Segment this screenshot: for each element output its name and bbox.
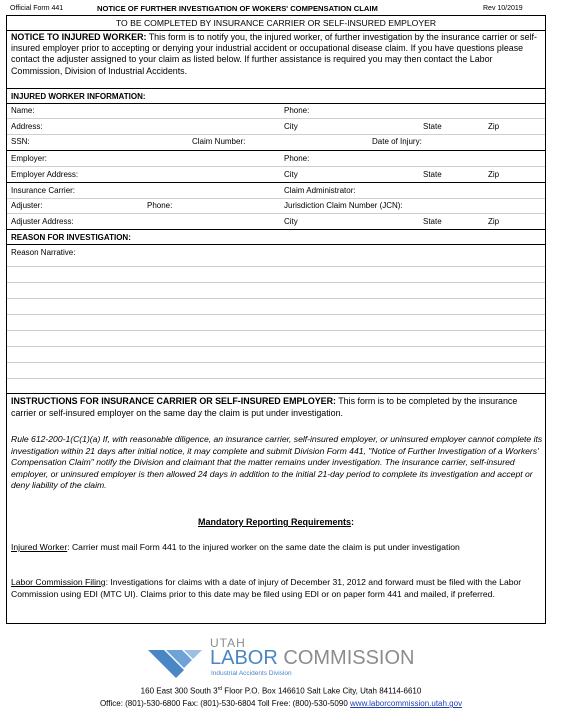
adjuster-city-field[interactable]: City [284,217,298,226]
labor-commission-logo [148,636,415,684]
logo-name [210,647,414,670]
filing-requirement [11,577,543,600]
injured-worker-requirement [11,542,543,554]
adjuster-zip-field[interactable]: Zip [488,217,500,226]
worker-city-field[interactable]: City [284,122,298,131]
footer-contact [0,699,562,708]
logo-name-light: COMMISSION [277,647,415,669]
adjuster-address-field[interactable]: Adjuster Address: [11,217,74,226]
notice-to-injured-worker [11,32,543,77]
filing-label: Labor Commission Filing [11,577,106,587]
worker-section-heading: INJURED WORKER INFORMATION: [11,92,146,101]
employer-field[interactable]: Employer: [11,154,48,163]
employer-zip-field[interactable]: Zip [488,170,500,179]
form-box [6,15,546,394]
reason-narrative-label: Reason Narrative: [11,248,76,257]
injured-worker-label: Injured Worker [11,542,68,552]
notice-heading: NOTICE TO INJURED WORKER: [11,32,147,42]
employer-phone-field[interactable]: Phone: [284,154,310,163]
employer-city-field[interactable]: City [284,170,298,179]
injured-worker-text: : Carrier must mail Form 441 to the injured worker on the same date the claim is put under investigation [67,542,460,552]
footer-website-link[interactable]: www.laborcommission.utah.gov [350,699,463,708]
claim-number-field[interactable]: Claim Number: [192,137,246,146]
adjuster-field[interactable]: Adjuster: [11,201,43,210]
jcn-field[interactable]: Jurisdiction Claim Number (JCN): [284,201,403,210]
mountain-logo-icon [148,640,206,680]
instructions-heading: INSTRUCTIONS FOR INSURANCE CARRIER OR SELF-INSURED EMPLOYER: [11,396,336,406]
worker-address-field[interactable]: Address: [11,122,43,131]
reason-section-heading: REASON FOR INVESTIGATION: [11,233,131,242]
form-number: Official Form 441 [10,5,64,12]
mandatory-requirements-heading [7,517,545,527]
form-title: NOTICE OF FURTHER INVESTIGATION OF WOKERS' COMPENSATION CLAIM [97,4,378,13]
footer-address-sup: rd [217,686,223,692]
worker-zip-field[interactable]: Zip [488,122,500,131]
logo-division: Industrial Accidents Division [211,670,292,677]
worker-state-field[interactable]: State [423,122,442,131]
insurance-carrier-field[interactable]: Insurance Carrier: [11,186,76,195]
footer-address-pre: 160 East 300 South 3 [140,686,218,696]
claim-administrator-field[interactable]: Claim Administrator: [284,186,356,195]
instructions-intro-text: This form is to be completed by the insurance carrier or self-insured employer on the same day the claim is put under investigation. [11,396,518,418]
instructions-box [6,393,546,624]
form-revision: Rev 10/2019 [483,5,523,12]
worker-phone-field[interactable]: Phone: [284,106,310,115]
instructions-intro [11,396,543,419]
reason-narrative-area[interactable] [7,245,545,391]
filing-text: : Investigations for claims with a date of injury of December 31, 2012 and forward must be filed with the Labor Commission using EDI (MTC UI). Claims prior to this date may be filed using EDI or on paper form 441 and mailed, if preferred. [11,577,522,599]
mandatory-heading-colon: : [351,517,355,527]
employer-address-field[interactable]: Employer Address: [11,170,79,179]
footer-address-post: Floor P.O. Box 146610 Salt Lake City, Utah 84114-6610 [222,686,422,696]
date-of-injury-field[interactable]: Date of Injury: [372,137,422,146]
footer-address [0,686,562,696]
adjuster-state-field[interactable]: State [423,217,442,226]
completed-by-banner: TO BE COMPLETED BY INSURANCE CARRIER OR SELF-INSURED EMPLOYER [115,18,437,28]
worker-ssn-field[interactable]: SSN: [11,137,30,146]
mandatory-heading-text: Mandatory Reporting Requirements [197,517,352,527]
logo-name-bold: LABOR [210,647,278,669]
notice-text: This form is to notify you, the injured worker, of further investigation by the insurance carrier or self-insured employer prior to accepting or denying your industrial accident or occupational disease claim. If you have questions please contact the adjuster assigned to your claim as listed below. If further assistance is required you may then contact the Labor Commission, Division of Industrial Accidents. [11,32,537,76]
employer-state-field[interactable]: State [423,170,442,179]
worker-name-field[interactable]: Name: [11,106,35,115]
footer-contact-text: Office: (801)-530-6800 Fax: (801)-530-6804 Toll Free: (800)-530-5090 [99,699,351,708]
adjuster-phone-field[interactable]: Phone: [147,201,173,210]
instructions-rule: Rule 612-200-1(C(1)(a) If, with reasonable diligence, an insurance carrier, self-insured employer, or uninsured employer cannot complete its investigation within 21 days after initial notice, it may complete and submit Division Form 441, "Notice of Further Investigation of a Workers' Compensation Claim" notify the Division and claimant that the matter remains under investigation. The insurance carrier, self-insured employer, or uninsured employer is then allowed 24 days in addition to the initial 21-day period to complete its investigation and accept or deny liability of the claim. [11,434,543,490]
logo-state: UTAH [210,636,246,650]
